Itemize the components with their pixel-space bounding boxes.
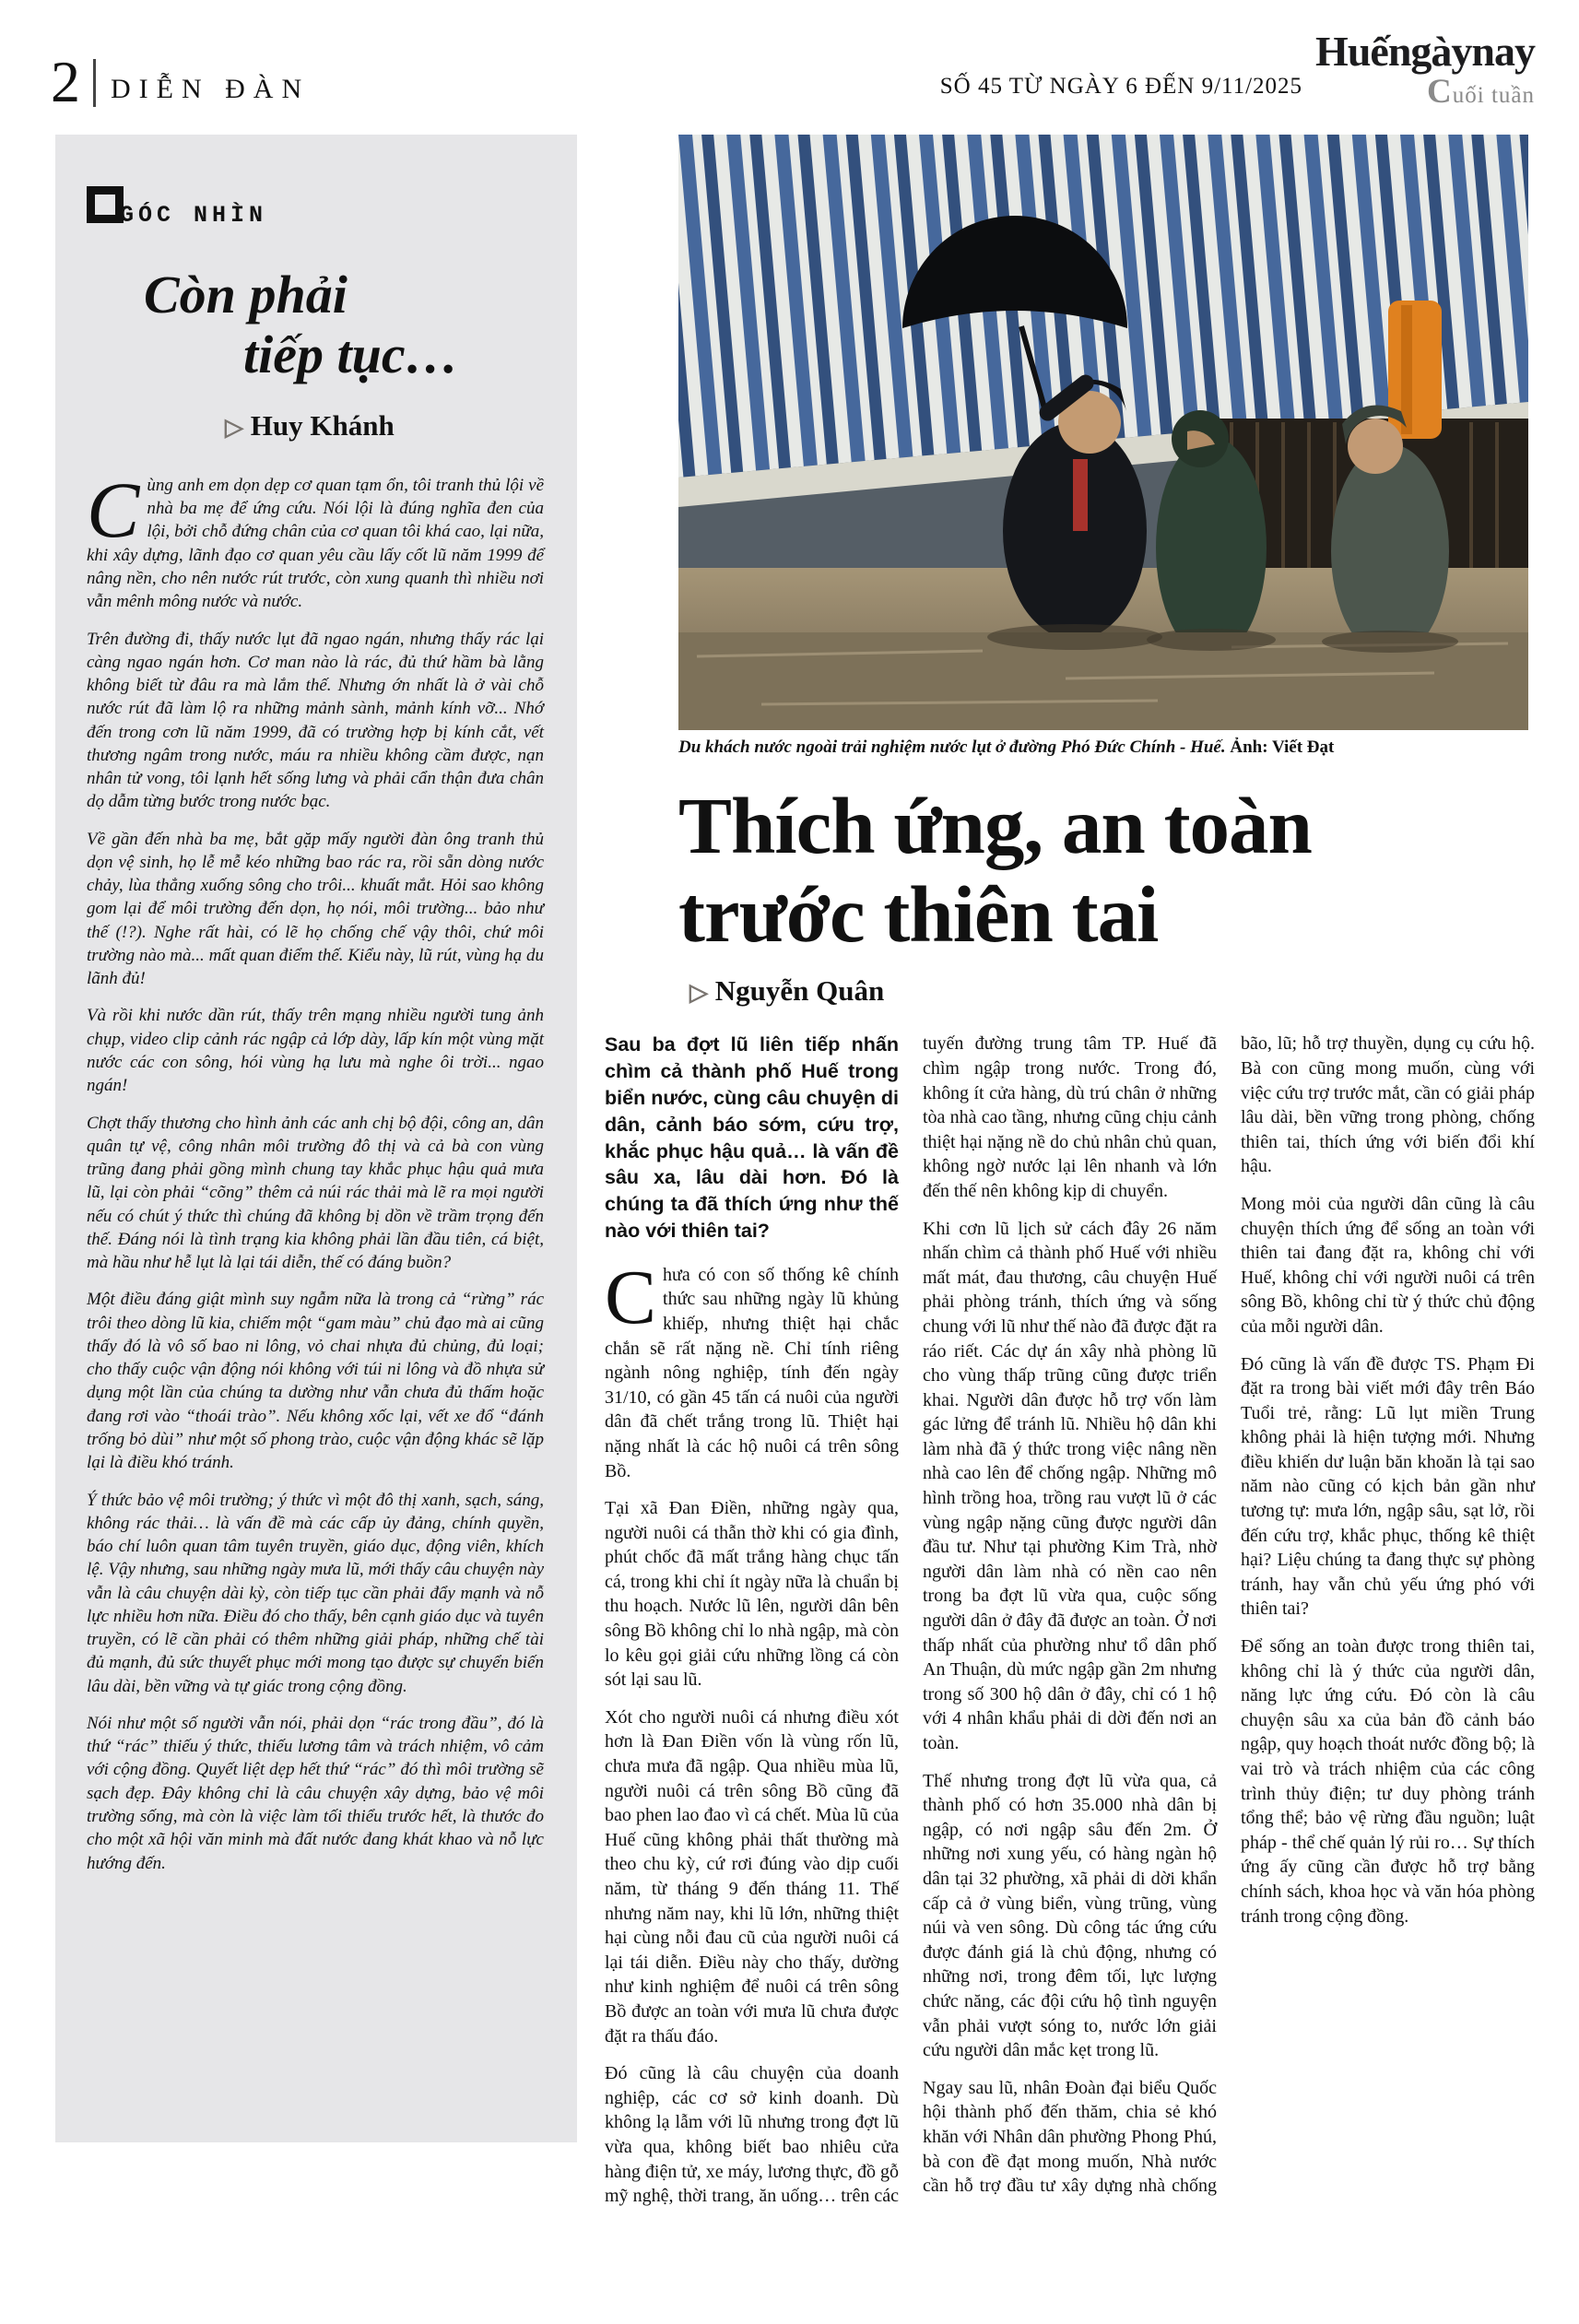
masthead-edition: Cuối tuần <box>1427 73 1535 111</box>
frame-icon <box>87 186 124 223</box>
article-paragraph: Ngay sau lũ, nhân Đoàn đại biểu Quốc hội thành phố đến thăm, chia sẻ khó khăn với Nhân dân phường Phong Phú, bà con đề đạt mong muốn, Nhà nước cần hỗ trợ đầu tư xây dựng nhà chống bão, lũ; hỗ trợ thuyền, dụng cụ cứu hộ. Bà con cũng mong muốn, cùng với việc cứu trợ trước mắt, cần có giải pháp lâu dài, bền vững trong phòng, chống thiên tai, thích ứng với biến đổi khí hậu. <box>923 1033 1535 2197</box>
article-paragraph: Để sống an toàn được trong thiên tai, không chỉ là ý thức của người dân, năng lực ứng cứu. Đó còn là câu chuyện sâu xa của bản đồ cảnh báo ngập, quy hoạch thoát nước đồng bộ; là vai trò và trách nhiệm của các công trình thủy điện; tư duy phòng tránh tổng thể; bảo vệ rừng đầu nguồn; luật pháp - thể chế quản lý rủi ro… Sự thích ứng ấy cũng cần được hỗ trợ bằng chính sách, khoa học và văn hóa phòng tránh trong cộng đồng. <box>1241 1636 1535 1927</box>
page-header <box>51 28 1535 115</box>
header-divider <box>93 59 96 107</box>
article-paragraph: Khi cơn lũ lịch sử cách đây 26 năm nhấn chìm cả thành phố Huế với nhiều mất mát, đau thương, câu chuyện Huế phải phòng tránh, thích ứng và sống chung với lũ như thế nào đã được đặt ra ráo riết. Các dự án xây nhà phòng lũ cho vùng thấp trũng cũng được triển khai. Người dân được hỗ trợ vốn làm gác lửng để tránh lũ. Nhiều hộ dân khi làm nhà đã ý thức trong việc nâng nền nhà cao lên để chống ngập. Những mô hình trồng hoa, trồng rau vượt lũ ở các vùng ngập nặng cũng được người dân đầu tư. Như tại phường Kim Trà, nhờ người dân làm nhà có nền cao nên trong ba đợt lũ vừa qua, cuộc sống người dân ở đây đã được an toàn. Ở nơi thấp nhất của phường như tổ dân phố An Thuận, dù mức ngập gần 2m nhưng trong số 300 hộ dân ở đây, chỉ có 1 hộ với 4 nhân khẩu phải di dời đến nơi an toàn. <box>923 1218 1217 1753</box>
opinion-paragraph: Nói như một số người vẫn nói, phải dọn “rác trong đầu”, đó là thứ “rác” thiếu ý thức, thiếu lương tâm và trách nhiệm, vô cảm với cộng đồng. Quyết liệt dẹp hết thứ “rác” đó thì môi trường sẽ sạch đẹp. Đây không chỉ là câu chuyện xây dựng, bảo vệ môi trường sống, mà còn là việc làm tối thiểu trước hết, là thước đo cho một xã hội văn minh mà đất nước đang khát khao và nỗ lực hướng đến. <box>87 1713 544 1873</box>
opinion-paragraph: Cùng anh em dọn dẹp cơ quan tạm ổn, tôi tranh thủ lội về nhà ba mẹ để ứng cứu. Nói lội là đúng nghĩa đen của lội, bởi chỗ đứng chân của cơ quan tôi khá cao, lại nữa, khi xây dựng, lãnh đạo cơ quan yêu cầu lấy cốt lũ năm 1999 để nâng nền, cho nên nước rút trước, còn xung quanh thì nhiều nơi vẫn mênh mông nước và nước. <box>87 465 544 612</box>
article-drop-cap: C <box>605 1254 657 1340</box>
section-title: DIỄN ĐÀN <box>111 74 311 104</box>
opinion-panel <box>55 135 577 2142</box>
photo-caption <box>678 737 1528 758</box>
article-headline: Thích ứng, an toàn trước thiên tai <box>678 781 1312 959</box>
opinion-title: Còn phải tiếp tục… <box>144 265 459 384</box>
photo-credit: Ảnh: Viết Đạt <box>1230 737 1335 757</box>
opinion-paragraph: Về gần đến nhà ba mẹ, bắt gặp mấy người đàn ông tranh thủ dọn vệ sinh, họ lễ mễ kéo những bao rác ra, rồi sẵn dòng nước chảy, lùa thẳng xuống sông cho trôi... khuất mắt. Hỏi sao không gom lại để môi trường đến dọn, họ nói, môi trường... bảo như thế (!?). Nghe rất hài, có lẽ họ chống chế vậy thôi, chứ môi trường nào mà... mất quan điểm thế. Kiểu này, lũ rút, vùng hạ du lãnh đủ! <box>87 829 544 989</box>
reflection <box>1322 631 1458 653</box>
issue-date: SỐ 45 TỪ NGÀY 6 ĐẾN 9/11/2025 <box>939 74 1303 99</box>
article-paragraph: Đó cũng là câu chuyện của doanh nghiệp, các cơ sở kinh doanh. Dù không lạ lẫm với lũ nhưng trong đợt lũ vừa qua, không biết bao nhiêu cửa hàng điện tử, xe máy, lương thực, đồ gỗ mỹ nghệ, thời trang, ăn uống… trên các tuyến đường trung tâm TP. Huế đã chìm ngập trong nước. Trong đó, không ít cửa hàng, dù trú chân ở những tòa nhà cao tầng, nhưng cũng chịu cảnh thiệt hại nặng nề do chủ nhân chủ quan, không ngờ nước lại lên nhanh và lớn đến thế nên không kịp di chuyển. <box>605 1033 1217 2207</box>
article-paragraph: Chưa có con số thống kê chính thức sau những ngày lũ khủng khiếp, nhưng thiệt hại chắc chắn sẽ rất nặng nề. Chỉ tính riêng ngành nông nghiệp, tính đến ngày 31/10, có gần 45 tấn cá nuôi của người dân đã chết trắng trong lũ. Thiệt hại nặng nhất là các hộ nuôi cá trên sông Bồ. <box>605 1254 899 1481</box>
article-author-name: Nguyễn Quân <box>714 974 885 1008</box>
article-author <box>689 974 1535 1008</box>
opinion-body <box>87 465 544 1875</box>
triangle-marker-icon: ▷ <box>225 413 243 441</box>
triangle-marker-icon: ▷ <box>689 979 708 1007</box>
opinion-paragraph: Và rồi khi nước dần rút, thấy trên mạng nhiều người tung ảnh chụp, video clip cảnh rác ngập cả lớp dày, lấp kín một vùng mặt nước các con sông, hói vùng hạ lưu mà nghe ôi trời... ngao ngán! <box>87 1006 544 1096</box>
masthead-logo: Huếngàynay <box>1315 28 1535 75</box>
opinion-paragraph: Ý thức bảo vệ môi trường; ý thức vì một đô thị xanh, sạch, sáng, không rác thải… là vấn đề mà các cấp ủy đảng, chính quyền, báo chí luôn quan tâm tuyên truyền, giáo dục, động viên, khích lệ. Vậy nhưng, sau những ngày mưa lũ, mới thấy câu chuyện này vẫn là câu chuyện dài kỳ, còn tiếp tục cần phải đẩy mạnh và nỗ lực nhiều hơn nữa. Điều đó cho thấy, bên cạnh giáo dục và tuyên truyền, có lẽ cần phải có thêm những giải pháp, những chế tài đủ mạnh, đủ sức thuyết phục mới mong tạo được sự chuyển biến lâu dài, bền vững và tự giác trong cộng đồng. <box>87 1490 544 1696</box>
article-paragraph: Xót cho người nuôi cá nhưng điều xót hơn là Đan Điền vốn là vùng rốn lũ, chưa mưa đã ngập. Qua nhiều mùa lũ, người nuôi cá trên sông Bồ cũng đã bao phen lao đao vì cá chết. Mùa lũ của Huế cũng không phải thất thường mà theo chu kỳ, cứ rơi đúng vào dịp cuối năm, từ tháng 9 đến tháng 11. Thế nhưng năm nay, khi lũ lớn, những thiệt hại cùng nỗi đau cũ của người nuôi cá lại tái diễn. Điều này cho thấy, dường như kinh nghiệm để nuôi cá trên sông Bồ được an toàn với mưa lũ chưa được đặt ra thấu đáo. <box>605 1706 899 2047</box>
article-paragraph: Thế nhưng trong đợt lũ vừa qua, cả thành phố có hơn 35.000 nhà dân bị ngập, có nơi ngập sâu đến 2m. Ở những nơi xung yếu, có hàng ngàn hộ dân tại 32 phường, xã phải di dời khẩn cấp cả ở vùng biển, vùng trũng, vùng núi và ven sông. Dù công tác ứng cứu được đánh giá là chủ động, nhưng có những nơi, trong đêm tối, lực lượng chức năng, các đội cứu hộ tình nguyện vẫn phải vượt sóng to, nước lớn giải cứu người dân mắc kẹt trong lũ. <box>923 1770 1217 2061</box>
opinion-paragraph: Trên đường đi, thấy nước lụt đã ngao ngán, nhưng thấy rác lại càng ngao ngán hơn. Cơ man nào là rác, đủ thứ hầm bà lằng không biết từ đâu ra mà lắm thế. Nhưng ớn nhất là ở vài chỗ nước rút đã làm lộ ra những mảnh sành, mảnh kính vỡ... Nhớ đến trong cơn lũ năm 1999, đã có trường hợp bị kính cắt, vết thương ngâm trong nước, máu ra nhiều không cầm được, nạn nhân tử vong, tôi lạnh hết sống lưng và phải cẩn thận đưa chân dọ dẫm từng bước trong nước bạc. <box>87 629 544 812</box>
article-lead: Sau ba đợt lũ liên tiếp nhấn chìm cả thành phố Huế trong biển nước, cùng câu chuyện di dân, cảnh báo sớm, cứu trợ, khắc phục hậu quả… là vấn đề sâu xa, lâu dài hơn. Đó là chúng ta đã thích ứng như thế nào với thiên tai? <box>605 1033 899 1242</box>
opinion-paragraph: Chợt thấy thương cho hình ảnh các anh chị bộ đội, công an, dân quân tự vệ, công nhân môi trường đô thị và cả bà con vùng trũng đang phải gồng mình chung tay khắc phục hậu quả mưa lũ, lại còn phải “cõng” thêm cả núi rác thải mà lẽ ra mọi người nếu có chút ý thức thì chúng đã không bị dồn về trầm trọng đến thế. Đáng nói là tình trạng kia không phải lần đầu tiên, cá biệt, mà hầu như hễ lụt là lại tái diễn, thế có đáng buồn? <box>87 1113 544 1273</box>
newspaper-page <box>0 28 1579 2324</box>
opinion-kicker: GÓC NHÌN <box>120 202 268 229</box>
opinion-drop-cap: C <box>87 465 140 554</box>
opinion-author-name: Huy Khánh <box>250 408 395 442</box>
page-number: 2 <box>51 49 80 115</box>
orange-cloth-fold <box>1401 305 1412 434</box>
reflection <box>987 624 1162 650</box>
page-content <box>55 135 1535 2216</box>
opinion-kicker-row <box>87 166 544 229</box>
flood-photo-illustration <box>678 135 1528 730</box>
article-paragraph: Mong mỏi của người dân cũng là câu chuyện thích ứng để sống an toàn với thiên tai đang đặt ra, không chỉ với Huế, không chỉ với người nuôi cá trên sông Bồ, không chỉ từ ý thức chủ động của mỗi người dân. <box>1241 1193 1535 1337</box>
article-paragraph: Đó cũng là vấn đề được TS. Phạm Đi đặt ra trong bài viết mới đây trên Báo Tuổi trẻ, rằng: Lũ lụt miền Trung không phải là hiện tượng mới. Nhưng điều khiến dư luận băn khoăn là tại sao năm nào cũng có kịch bản gần như tương tự: mưa lớn, ngập sâu, sạt lở, rồi đến cứu trợ, khắc phục, thống kê thiệt hại? Liệu chúng ta đang thực sự phòng tránh, hay vẫn chủ yếu ứng phó với thiên tai? <box>1241 1353 1535 1620</box>
opinion-paragraph: Một điều đáng giật mình suy ngẫm nữa là trong cả “rừng” rác trôi theo dòng lũ kia, chiếm một “gam màu” chủ đạo mà ai cũng thấy đó là vô số bao ni lông, vỏ chai nhựa đủ chủng, đủ loại; cho thấy cuộc vận động nói không với túi ni lông và đồ nhựa sử dụng một lần của chúng ta dường như vẫn chưa đủ thấm hoặc đang rơi vào “thoái trào”. Nếu không xốc lại, vết xe đổ “đánh trống bỏ dùi” như một số phong trào, cuộc vận động khác sẽ lặp lại là điều khó tránh. <box>87 1290 544 1473</box>
article-body <box>605 1032 1535 2216</box>
article-photo <box>678 135 1528 758</box>
article-paragraph: Tại xã Đan Điền, những ngày qua, người nuôi cá thẫn thờ khi có gia đình, phút chốc đã mất trắng hàng chục tấn cá, trong khi chỉ ít ngày nữa là chuẩn bị thu hoạch. Nước lũ lên, người dân bên sông Bồ không chỉ lo nhà ngập, mà còn lo kêu gọi giải cứu những lồng cá còn sót lại sau lũ. <box>605 1498 899 1691</box>
reflection <box>1147 629 1276 651</box>
opinion-author <box>225 409 544 442</box>
masthead <box>1315 30 1535 109</box>
main-article <box>605 135 1535 2216</box>
photo-caption-text: Du khách nước ngoài trải nghiệm nước lụt ở đường Phó Đức Chính - Huế. <box>678 737 1226 757</box>
